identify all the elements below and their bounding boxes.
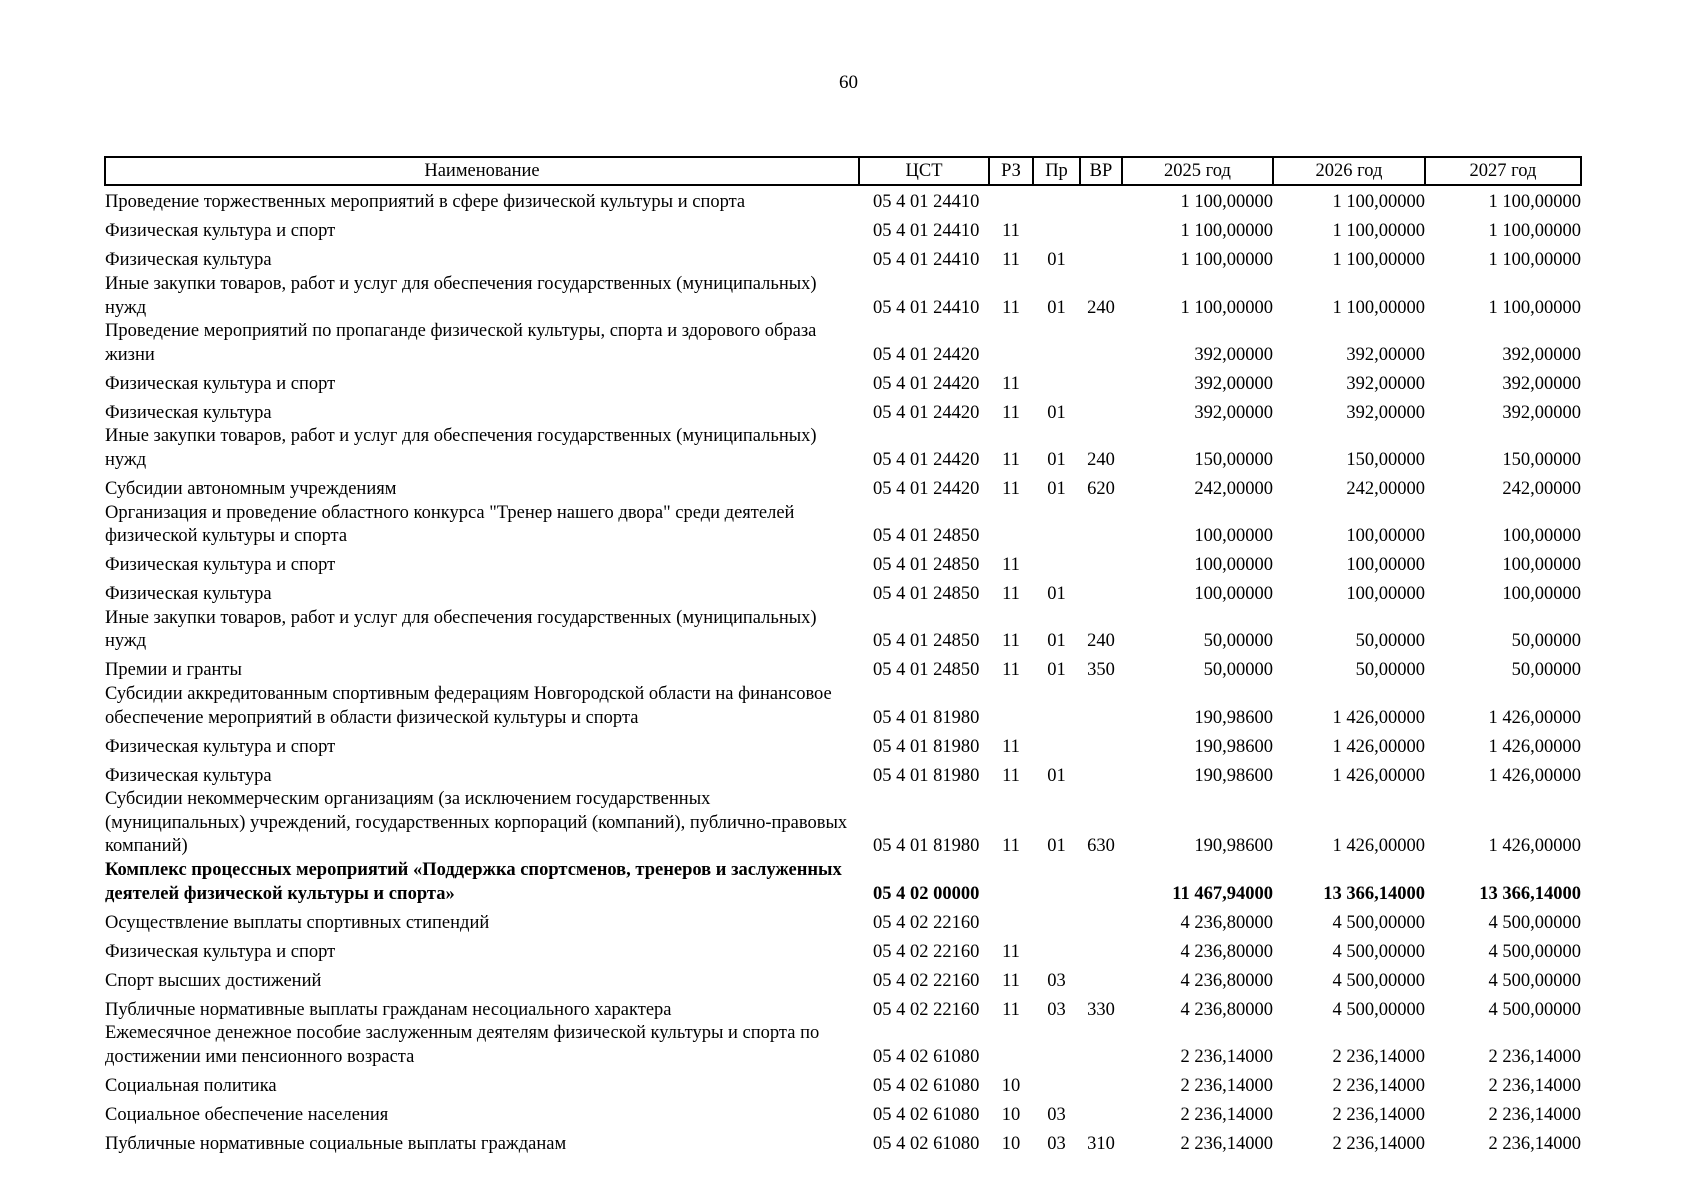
cell-cst: 05 4 01 24420 xyxy=(873,402,980,423)
header-rz: РЗ xyxy=(989,157,1033,185)
cell-cst: 05 4 02 22160 xyxy=(873,999,980,1020)
cell-2026: 13 366,14000 xyxy=(1323,883,1425,904)
table-row xyxy=(105,1022,1581,1069)
cell-2026: 1 426,00000 xyxy=(1332,707,1425,728)
cell-pr xyxy=(1033,935,1080,964)
cell-rz: 11 xyxy=(1002,970,1020,991)
cell-2027: 2 236,14000 xyxy=(1488,1133,1581,1154)
cell-rz xyxy=(989,1022,1033,1069)
cell-cst: 05 4 02 22160 xyxy=(873,941,980,962)
cell-2025: 150,00000 xyxy=(1194,449,1273,470)
cell-name: Физическая культура и спорт xyxy=(105,373,336,394)
cell-name: Субсидии автономным учреждениям xyxy=(105,478,397,499)
cell-cst: 05 4 01 24420 xyxy=(873,449,980,470)
cell-vr xyxy=(1080,730,1122,759)
cell-vr xyxy=(1080,502,1122,549)
cell-vr xyxy=(1080,906,1122,935)
cell-2027: 150,00000 xyxy=(1502,449,1581,470)
cell-pr: 03 xyxy=(1047,1133,1066,1154)
cell-rz xyxy=(989,320,1033,367)
cell-2027: 4 500,00000 xyxy=(1488,999,1581,1020)
header-name: Наименование xyxy=(105,157,859,185)
cell-vr xyxy=(1080,320,1122,367)
table-row xyxy=(105,215,1581,244)
cell-2026: 4 500,00000 xyxy=(1332,970,1425,991)
table-body xyxy=(105,185,1581,1156)
cell-2026: 1 100,00000 xyxy=(1332,250,1425,271)
cell-cst: 05 4 01 24420 xyxy=(873,478,980,499)
cell-vr xyxy=(1080,215,1122,244)
cell-2026: 1 100,00000 xyxy=(1332,221,1425,242)
cell-vr xyxy=(1080,578,1122,607)
cell-cst: 05 4 01 24410 xyxy=(873,250,980,271)
cell-pr: 01 xyxy=(1047,631,1066,652)
cell-2025: 11 467,94000 xyxy=(1172,883,1273,904)
cell-cst: 05 4 01 24410 xyxy=(873,221,980,242)
header-2027: 2027 год xyxy=(1425,157,1581,185)
cell-pr xyxy=(1033,1022,1080,1069)
cell-rz: 11 xyxy=(1002,402,1020,423)
cell-name: Субсидии аккредитованным спортивным федерациям Новгородской области на финансовое обеспечение мероприятий в области физической культуры и спорта xyxy=(105,683,832,728)
cell-2025: 392,00000 xyxy=(1194,344,1273,365)
table-row xyxy=(105,993,1581,1022)
table-row xyxy=(105,578,1581,607)
cell-2026: 4 500,00000 xyxy=(1332,941,1425,962)
cell-name: Физическая культура и спорт xyxy=(105,555,336,576)
cell-2025: 2 236,14000 xyxy=(1180,1133,1273,1154)
cell-2025: 2 236,14000 xyxy=(1180,1046,1273,1067)
cell-cst: 05 4 01 24850 xyxy=(873,584,980,605)
cell-2025: 190,98600 xyxy=(1194,736,1273,757)
cell-pr: 01 xyxy=(1047,660,1066,681)
table-row xyxy=(105,549,1581,578)
cell-pr: 01 xyxy=(1047,765,1066,786)
cell-2027: 392,00000 xyxy=(1502,402,1581,423)
cell-2027: 4 500,00000 xyxy=(1488,970,1581,991)
header-2025: 2025 год xyxy=(1122,157,1273,185)
cell-name: Организация и проведение областного конкурса "Тренер нашего двора" среди деятелей физической культуры и спорта xyxy=(105,502,795,547)
cell-2027: 1 426,00000 xyxy=(1488,836,1581,857)
cell-rz: 11 xyxy=(1002,736,1020,757)
cell-pr xyxy=(1033,859,1080,906)
table-header-row xyxy=(105,157,1581,185)
cell-name: Комплекс процессных мероприятий «Поддержка спортсменов, тренеров и заслуженных деятелей физической культуры и спорта» xyxy=(105,859,842,904)
cell-2027: 50,00000 xyxy=(1511,631,1581,652)
cell-name: Премии и гранты xyxy=(105,660,242,681)
cell-name: Субсидии некоммерческим организациям (за исключением государственных (муниципальных) учреждений, государственных корпораций (компаний), публично-правовых компаний) xyxy=(105,789,848,857)
table-row xyxy=(105,964,1581,993)
cell-vr xyxy=(1080,185,1122,215)
cell-name: Проведение мероприятий по пропаганде физической культуры, спорта и здорового образа жизни xyxy=(105,321,817,365)
cell-cst: 05 4 02 61080 xyxy=(873,1046,980,1067)
table-row xyxy=(105,1098,1581,1127)
cell-vr xyxy=(1080,1022,1122,1069)
table-row xyxy=(105,425,1581,472)
cell-pr xyxy=(1033,215,1080,244)
cell-2027: 1 426,00000 xyxy=(1488,765,1581,786)
cell-2025: 1 100,00000 xyxy=(1180,192,1273,213)
cell-rz: 11 xyxy=(1002,373,1020,394)
cell-2027: 4 500,00000 xyxy=(1488,912,1581,933)
cell-rz: 11 xyxy=(1002,449,1020,470)
cell-vr xyxy=(1080,244,1122,273)
cell-2025: 190,98600 xyxy=(1194,836,1273,857)
cell-cst: 05 4 02 61080 xyxy=(873,1075,980,1096)
cell-2025: 1 100,00000 xyxy=(1180,250,1273,271)
cell-rz: 10 xyxy=(1001,1133,1021,1154)
cell-pr: 03 xyxy=(1047,970,1066,991)
table-row xyxy=(105,502,1581,549)
cell-2025: 2 236,14000 xyxy=(1180,1104,1273,1125)
table-row xyxy=(105,730,1581,759)
cell-2025: 1 100,00000 xyxy=(1180,221,1273,242)
cell-cst: 05 4 01 81980 xyxy=(873,836,980,857)
cell-cst: 05 4 01 24850 xyxy=(873,555,980,576)
cell-name: Проведение торжественных мероприятий в сфере физической культуры и спорта xyxy=(105,192,746,213)
cell-rz xyxy=(989,906,1033,935)
cell-rz: 11 xyxy=(1002,584,1020,605)
cell-name: Социальная политика xyxy=(105,1075,277,1096)
cell-2025: 50,00000 xyxy=(1203,660,1273,681)
cell-pr: 01 xyxy=(1047,478,1066,499)
cell-2027: 100,00000 xyxy=(1502,555,1581,576)
cell-vr: 330 xyxy=(1087,999,1115,1020)
cell-vr xyxy=(1080,396,1122,425)
cell-2025: 2 236,14000 xyxy=(1180,1075,1273,1096)
cell-rz: 10 xyxy=(1001,1075,1021,1096)
cell-name: Физическая культура и спорт xyxy=(105,221,336,242)
table-row xyxy=(105,759,1581,788)
cell-pr: 01 xyxy=(1047,250,1066,271)
cell-pr: 01 xyxy=(1047,297,1066,318)
cell-pr xyxy=(1033,185,1080,215)
cell-vr: 240 xyxy=(1087,297,1115,318)
cell-cst: 05 4 01 81980 xyxy=(873,736,980,757)
cell-pr xyxy=(1033,320,1080,367)
cell-cst: 05 4 01 24850 xyxy=(873,526,980,547)
cell-rz: 11 xyxy=(1002,999,1020,1020)
cell-2025: 242,00000 xyxy=(1194,478,1273,499)
cell-rz: 11 xyxy=(1002,765,1020,786)
cell-cst: 05 4 02 22160 xyxy=(873,970,980,991)
cell-name: Физическая культура xyxy=(105,765,272,786)
cell-2025: 4 236,80000 xyxy=(1180,941,1273,962)
table-row xyxy=(105,654,1581,683)
cell-name: Иные закупки товаров, работ и услуг для обеспечения государственных (муниципальных) нужд xyxy=(105,607,817,652)
cell-name: Физическая культура xyxy=(105,402,272,423)
cell-name: Физическая культура и спорт xyxy=(105,941,336,962)
table-row xyxy=(105,935,1581,964)
cell-2025: 50,00000 xyxy=(1203,631,1273,652)
cell-2026: 242,00000 xyxy=(1346,478,1425,499)
cell-vr xyxy=(1080,859,1122,906)
cell-vr: 240 xyxy=(1087,449,1115,470)
cell-2027: 4 500,00000 xyxy=(1488,941,1581,962)
cell-name: Иные закупки товаров, работ и услуг для обеспечения государственных (муниципальных) нужд xyxy=(105,426,817,470)
cell-vr: 240 xyxy=(1087,631,1115,652)
cell-cst: 05 4 01 81980 xyxy=(873,765,980,786)
cell-cst: 05 4 01 24420 xyxy=(873,373,980,394)
cell-2025: 4 236,80000 xyxy=(1180,912,1273,933)
cell-2027: 1 100,00000 xyxy=(1488,221,1581,242)
cell-cst: 05 4 01 24410 xyxy=(873,192,980,213)
cell-2027: 1 100,00000 xyxy=(1488,297,1581,318)
cell-2025: 1 100,00000 xyxy=(1180,297,1273,318)
cell-pr: 01 xyxy=(1047,584,1066,605)
cell-pr xyxy=(1033,906,1080,935)
cell-2025: 190,98600 xyxy=(1194,765,1273,786)
cell-name: Физическая культура xyxy=(105,584,272,605)
header-cst: ЦСТ xyxy=(859,157,989,185)
cell-2027: 100,00000 xyxy=(1502,526,1581,547)
cell-rz: 10 xyxy=(1001,1104,1021,1125)
table-row xyxy=(105,859,1581,906)
cell-cst: 05 4 02 61080 xyxy=(873,1104,980,1125)
table-row xyxy=(105,396,1581,425)
cell-pr: 03 xyxy=(1047,1104,1066,1125)
cell-2026: 100,00000 xyxy=(1346,584,1425,605)
cell-cst: 05 4 01 24850 xyxy=(873,631,980,652)
table-row xyxy=(105,1127,1581,1156)
cell-2027: 392,00000 xyxy=(1502,373,1581,394)
cell-pr: 01 xyxy=(1047,449,1066,470)
cell-pr: 01 xyxy=(1047,836,1066,857)
cell-2026: 50,00000 xyxy=(1355,660,1425,681)
cell-rz: 11 xyxy=(1002,478,1020,499)
cell-vr xyxy=(1080,964,1122,993)
cell-cst: 05 4 01 24420 xyxy=(873,344,980,365)
cell-2027: 1 426,00000 xyxy=(1488,736,1581,757)
cell-cst: 05 4 02 22160 xyxy=(873,912,980,933)
cell-cst: 05 4 02 61080 xyxy=(873,1133,980,1154)
cell-rz: 11 xyxy=(1002,836,1020,857)
cell-2027: 100,00000 xyxy=(1502,584,1581,605)
cell-vr xyxy=(1080,367,1122,396)
cell-2026: 1 100,00000 xyxy=(1332,297,1425,318)
cell-2027: 1 100,00000 xyxy=(1488,250,1581,271)
table-row xyxy=(105,607,1581,654)
cell-2025: 100,00000 xyxy=(1194,526,1273,547)
budget-table xyxy=(104,156,1582,1156)
cell-vr xyxy=(1080,683,1122,730)
header-vr: ВР xyxy=(1080,157,1122,185)
cell-2027: 2 236,14000 xyxy=(1488,1075,1581,1096)
table-row xyxy=(105,273,1581,320)
cell-2025: 392,00000 xyxy=(1194,373,1273,394)
table-row xyxy=(105,367,1581,396)
cell-name: Публичные нормативные выплаты гражданам несоциального характера xyxy=(105,999,672,1020)
cell-2026: 392,00000 xyxy=(1346,373,1425,394)
cell-vr: 620 xyxy=(1087,478,1115,499)
page-number: 60 xyxy=(839,72,858,93)
cell-cst: 05 4 02 00000 xyxy=(873,883,980,904)
cell-pr xyxy=(1033,683,1080,730)
cell-rz: 11 xyxy=(1002,555,1020,576)
cell-2027: 242,00000 xyxy=(1502,478,1581,499)
cell-pr xyxy=(1033,549,1080,578)
cell-name: Физическая культура xyxy=(105,250,272,271)
table-row xyxy=(105,1069,1581,1098)
cell-name: Социальное обеспечение населения xyxy=(105,1104,389,1125)
header-pr: Пр xyxy=(1033,157,1080,185)
cell-name: Иные закупки товаров, работ и услуг для обеспечения государственных (муниципальных) нужд xyxy=(105,274,817,318)
cell-rz: 11 xyxy=(1002,250,1020,271)
cell-2026: 4 500,00000 xyxy=(1332,912,1425,933)
cell-rz xyxy=(989,683,1033,730)
cell-2027: 392,00000 xyxy=(1502,344,1581,365)
cell-rz xyxy=(989,859,1033,906)
cell-name: Физическая культура и спорт xyxy=(105,736,336,757)
cell-2025: 4 236,80000 xyxy=(1180,999,1273,1020)
cell-pr xyxy=(1033,367,1080,396)
cell-cst: 05 4 01 24850 xyxy=(873,660,980,681)
cell-vr xyxy=(1080,1098,1122,1127)
cell-rz: 11 xyxy=(1002,297,1020,318)
cell-2027: 13 366,14000 xyxy=(1479,883,1581,904)
cell-2027: 1 100,00000 xyxy=(1488,192,1581,213)
cell-rz xyxy=(989,502,1033,549)
cell-vr: 630 xyxy=(1087,836,1115,857)
cell-2026: 1 426,00000 xyxy=(1332,736,1425,757)
cell-2026: 100,00000 xyxy=(1346,526,1425,547)
cell-name: Ежемесячное денежное пособие заслуженным деятелям физической культуры и спорта по достижении ими пенсионного возраста xyxy=(105,1023,820,1067)
cell-vr xyxy=(1080,549,1122,578)
cell-2026: 1 426,00000 xyxy=(1332,765,1425,786)
table-row xyxy=(105,473,1581,502)
table-row xyxy=(105,683,1581,730)
cell-rz: 11 xyxy=(1002,221,1020,242)
header-2026: 2026 год xyxy=(1273,157,1425,185)
cell-vr xyxy=(1080,1069,1122,1098)
cell-pr xyxy=(1033,730,1080,759)
cell-2025: 100,00000 xyxy=(1194,555,1273,576)
table-row xyxy=(105,244,1581,273)
table-row xyxy=(105,185,1581,215)
cell-2026: 1 426,00000 xyxy=(1332,836,1425,857)
cell-2026: 150,00000 xyxy=(1346,449,1425,470)
cell-vr: 350 xyxy=(1087,660,1115,681)
cell-rz: 11 xyxy=(1002,660,1020,681)
table-row xyxy=(105,788,1581,859)
cell-2026: 2 236,14000 xyxy=(1332,1046,1425,1067)
cell-rz xyxy=(989,185,1033,215)
cell-2026: 4 500,00000 xyxy=(1332,999,1425,1020)
cell-2026: 1 100,00000 xyxy=(1332,192,1425,213)
cell-pr: 03 xyxy=(1047,999,1066,1020)
cell-2026: 100,00000 xyxy=(1346,555,1425,576)
cell-cst: 05 4 01 24410 xyxy=(873,297,980,318)
cell-name: Спорт высших достижений xyxy=(105,970,322,991)
cell-pr xyxy=(1033,502,1080,549)
cell-2026: 392,00000 xyxy=(1346,344,1425,365)
cell-pr: 01 xyxy=(1047,402,1066,423)
cell-name: Публичные нормативные социальные выплаты гражданам xyxy=(105,1133,567,1154)
cell-2027: 2 236,14000 xyxy=(1488,1104,1581,1125)
cell-2027: 2 236,14000 xyxy=(1488,1046,1581,1067)
cell-vr xyxy=(1080,759,1122,788)
cell-2026: 392,00000 xyxy=(1346,402,1425,423)
cell-vr xyxy=(1080,935,1122,964)
cell-2025: 392,00000 xyxy=(1194,402,1273,423)
cell-vr: 310 xyxy=(1087,1133,1115,1154)
cell-2025: 100,00000 xyxy=(1194,584,1273,605)
cell-2026: 2 236,14000 xyxy=(1332,1133,1425,1154)
cell-2027: 1 426,00000 xyxy=(1488,707,1581,728)
cell-2025: 4 236,80000 xyxy=(1180,970,1273,991)
cell-rz: 11 xyxy=(1002,631,1020,652)
table-row xyxy=(105,906,1581,935)
table-row xyxy=(105,320,1581,367)
cell-2027: 50,00000 xyxy=(1511,660,1581,681)
cell-rz: 11 xyxy=(1002,941,1020,962)
cell-2026: 2 236,14000 xyxy=(1332,1075,1425,1096)
cell-pr xyxy=(1033,1069,1080,1098)
cell-name: Осуществление выплаты спортивных стипендий xyxy=(105,912,490,933)
cell-2026: 50,00000 xyxy=(1355,631,1425,652)
cell-cst: 05 4 01 81980 xyxy=(873,707,980,728)
cell-2025: 190,98600 xyxy=(1194,707,1273,728)
cell-2026: 2 236,14000 xyxy=(1332,1104,1425,1125)
